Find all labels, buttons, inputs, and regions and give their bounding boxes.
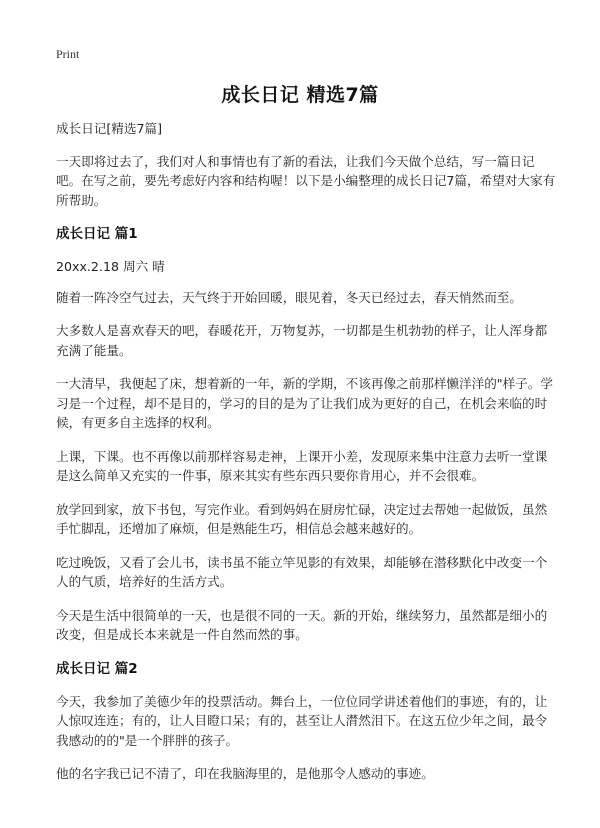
paragraph: 放学回到家，放下书包，写完作业。看到妈妈在厨房忙碌，决定过去帮她一起做饭，虽然手忙脚乱，还增加了麻烦，但是熟能生巧，相信总会越来越好的。 bbox=[56, 501, 548, 536]
paragraph: 随着一阵冷空气过去，天气终于开始回暖，眼见着，冬天已经过去，春天悄然而至。 bbox=[56, 289, 522, 305]
section-heading: 成长日记 篇2 bbox=[56, 660, 138, 677]
intro-paragraph: 一天即将过去了，我们对人和事情也有了新的看法，让我们今天做个总结，写一篇日记吧。在写之前，要先考虑好内容和结构喔！以下是小编整理的成长日记7篇，希望对大家有所帮助。 bbox=[56, 153, 556, 208]
article-subtitle: 成长日记[精选7篇] bbox=[56, 121, 162, 136]
section-2 bbox=[56, 659, 556, 784]
paragraph: 他的名字我已记不清了，印在我脑海里的，是他那令人感动的事迹。 bbox=[56, 766, 434, 781]
paragraph: 今天是生活中很简单的一天，也是很不同的一天。新的开始，继续努力，虽然都是细小的改变，但是成长本来就是一件自然而然的事。 bbox=[56, 607, 548, 642]
page-title: 成长日记 精选7篇 bbox=[221, 84, 379, 106]
print-label[interactable]: Print bbox=[56, 47, 80, 61]
section-1 bbox=[56, 224, 556, 645]
diary-dateline: 20xx.2.18 周六 晴 bbox=[56, 259, 165, 274]
paragraph: 上课，下课。也不再像以前那样容易走神，上课开小差，发现原来集中注意力去听一堂课是这么简单又充实的一件事，原来其实有些东西只要你肯用心，并不会很难。 bbox=[56, 448, 548, 483]
paragraph: 一大清早，我便起了床，想着新的一年，新的学期，不该再像之前那样懒洋洋的"样子。学习是一个过程，却不是目的，学习的目的是为了让我们成为更好的自己，在机会来临的时候，有更多自主选择的权利。 bbox=[56, 376, 553, 430]
paragraph: 大多数人是喜欢春天的吧，春暖花开，万物复苏，一切都是生机勃勃的样子，让人浑身都充满了能量。 bbox=[56, 323, 548, 358]
section-heading: 成长日记 篇1 bbox=[56, 226, 138, 242]
article-body bbox=[56, 119, 556, 798]
paragraph: 今天，我参加了美德少年的投票活动。舞台上，一位位同学讲述着他们的事迹，有的，让人惊叹连连；有的，让人目瞪口呆；有的，甚至让人潸然泪下。在这五位少年之间，最令我感动的的"是一个胖胖的孩子。 bbox=[56, 693, 548, 748]
paragraph: 吃过晚饭，又看了会儿书，读书虽不能立竿见影的有效果，却能够在潜移默化中改变一个人的气质，培养好的生活方式。 bbox=[56, 554, 548, 589]
